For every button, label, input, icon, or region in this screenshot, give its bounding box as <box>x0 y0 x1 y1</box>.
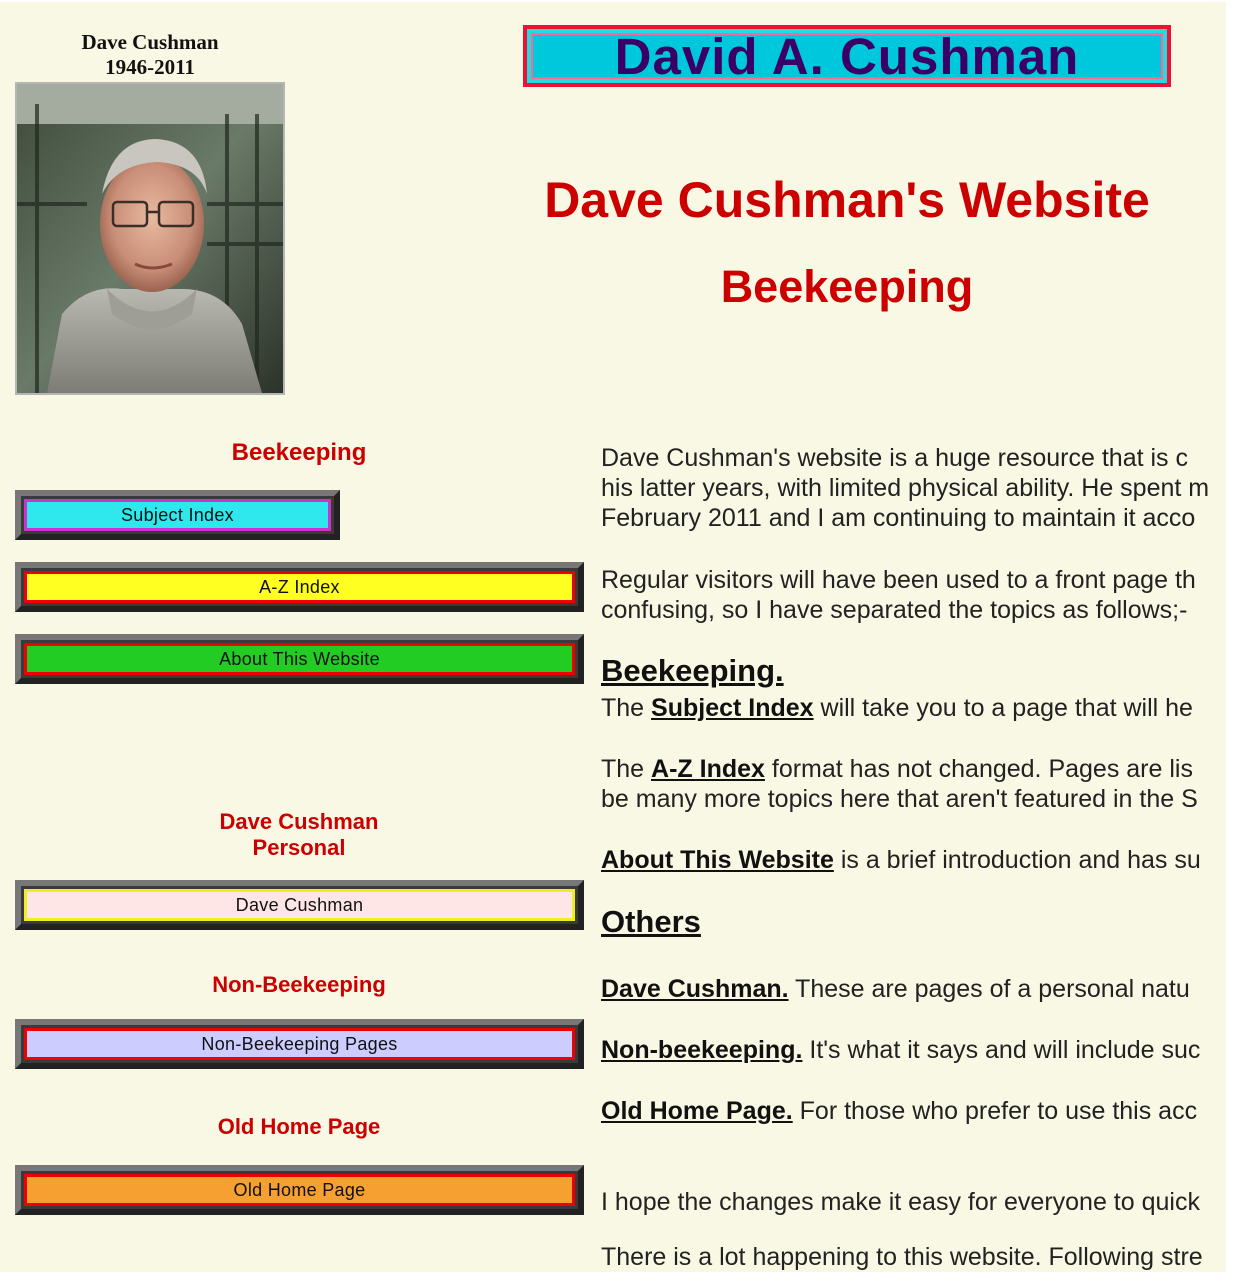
az-index-line-2: be many more topics here that aren't featured in the S <box>601 785 1198 813</box>
site-subtitle: Beekeeping <box>720 261 974 312</box>
old-home-page-button-label: Old Home Page <box>24 1174 575 1206</box>
non-beekeeping-post: It's what it says and will include suc <box>802 1036 1201 1064</box>
others-heading-link[interactable]: Others <box>601 904 701 939</box>
beekeeping-heading-link[interactable]: Beekeeping. <box>601 653 784 688</box>
az-index-link[interactable]: A-Z Index <box>651 755 765 783</box>
layout-line-1: Regular visitors will have been used to a front page th <box>601 566 1196 594</box>
az-index-button[interactable] <box>15 562 584 612</box>
non-beekeeping-link[interactable]: Non-beekeeping. <box>601 1036 803 1064</box>
section-non-beekeeping-heading: Non-Beekeeping <box>212 972 386 997</box>
about-post: is a brief introduction and has su <box>833 846 1201 874</box>
non-beekeeping-pages-button[interactable] <box>15 1019 584 1069</box>
az-index-button-label: A-Z Index <box>24 571 575 603</box>
photo-caption-years: 1946-2011 <box>105 55 195 79</box>
about-line <box>601 845 1201 875</box>
section-old-home-heading: Old Home Page <box>217 1114 381 1139</box>
portrait-photo <box>15 82 285 395</box>
right-edge <box>1226 0 1234 1272</box>
about-website-button-label: About This Website <box>24 643 575 675</box>
site-title: Dave Cushman's Website <box>544 172 1150 228</box>
intro-line-2: his latter years, with limited physical ability. He spent m <box>601 474 1210 502</box>
others-heading[interactable] <box>601 904 701 939</box>
dave-cushman-line <box>601 974 1190 1004</box>
non-beekeeping-line <box>601 1035 1200 1065</box>
layout-line-2: confusing, so I have separated the topics as follows;- <box>601 596 1188 624</box>
main-content <box>601 0 1226 1272</box>
about-website-button[interactable] <box>15 634 584 684</box>
subject-index-link[interactable]: Subject Index <box>651 694 814 722</box>
old-home-page-button[interactable] <box>15 1165 584 1215</box>
hope-line: I hope the changes make it easy for everyone to quick <box>601 1188 1200 1216</box>
section-personal-line1: Dave Cushman <box>219 809 379 834</box>
subject-index-pre: The <box>601 694 652 722</box>
beekeeping-heading[interactable] <box>601 653 784 688</box>
old-home-post: For those who prefer to use this acc <box>792 1097 1198 1125</box>
intro-line-1: Dave Cushman's website is a huge resource that is c <box>601 444 1188 472</box>
subject-index-post: will take you to a page that will he <box>813 694 1193 722</box>
there-line: There is a lot happening to this website. Following stre <box>601 1243 1203 1271</box>
dave-cushman-link[interactable]: Dave Cushman. <box>601 975 789 1003</box>
non-beekeeping-pages-button-label: Non-Beekeeping Pages <box>24 1028 575 1060</box>
photo-caption <box>16 30 284 80</box>
az-index-line <box>601 754 1193 784</box>
subject-index-line <box>601 693 1193 723</box>
banner-text: David A. Cushman <box>531 33 1163 79</box>
subject-index-button-label: Subject Index <box>24 499 331 531</box>
az-index-post: format has not changed. Pages are lis <box>764 755 1193 783</box>
section-beekeeping-heading: Beekeeping <box>231 439 367 466</box>
photo-caption-name: Dave Cushman <box>81 30 219 54</box>
old-home-line <box>601 1096 1197 1126</box>
section-personal-line2: Personal <box>252 835 346 860</box>
subject-index-button[interactable] <box>15 490 340 540</box>
dave-cushman-button-label: Dave Cushman <box>24 889 575 921</box>
about-website-link[interactable]: About This Website <box>601 846 834 874</box>
dave-cushman-button[interactable] <box>15 880 584 930</box>
old-home-link[interactable]: Old Home Page. <box>601 1097 793 1125</box>
dave-cushman-post: These are pages of a personal natu <box>788 975 1190 1003</box>
intro-line-3: February 2011 and I am continuing to maintain it acco <box>601 504 1196 532</box>
portrait-image <box>17 84 283 393</box>
section-personal-heading <box>16 809 582 861</box>
az-index-pre: The <box>601 755 652 783</box>
